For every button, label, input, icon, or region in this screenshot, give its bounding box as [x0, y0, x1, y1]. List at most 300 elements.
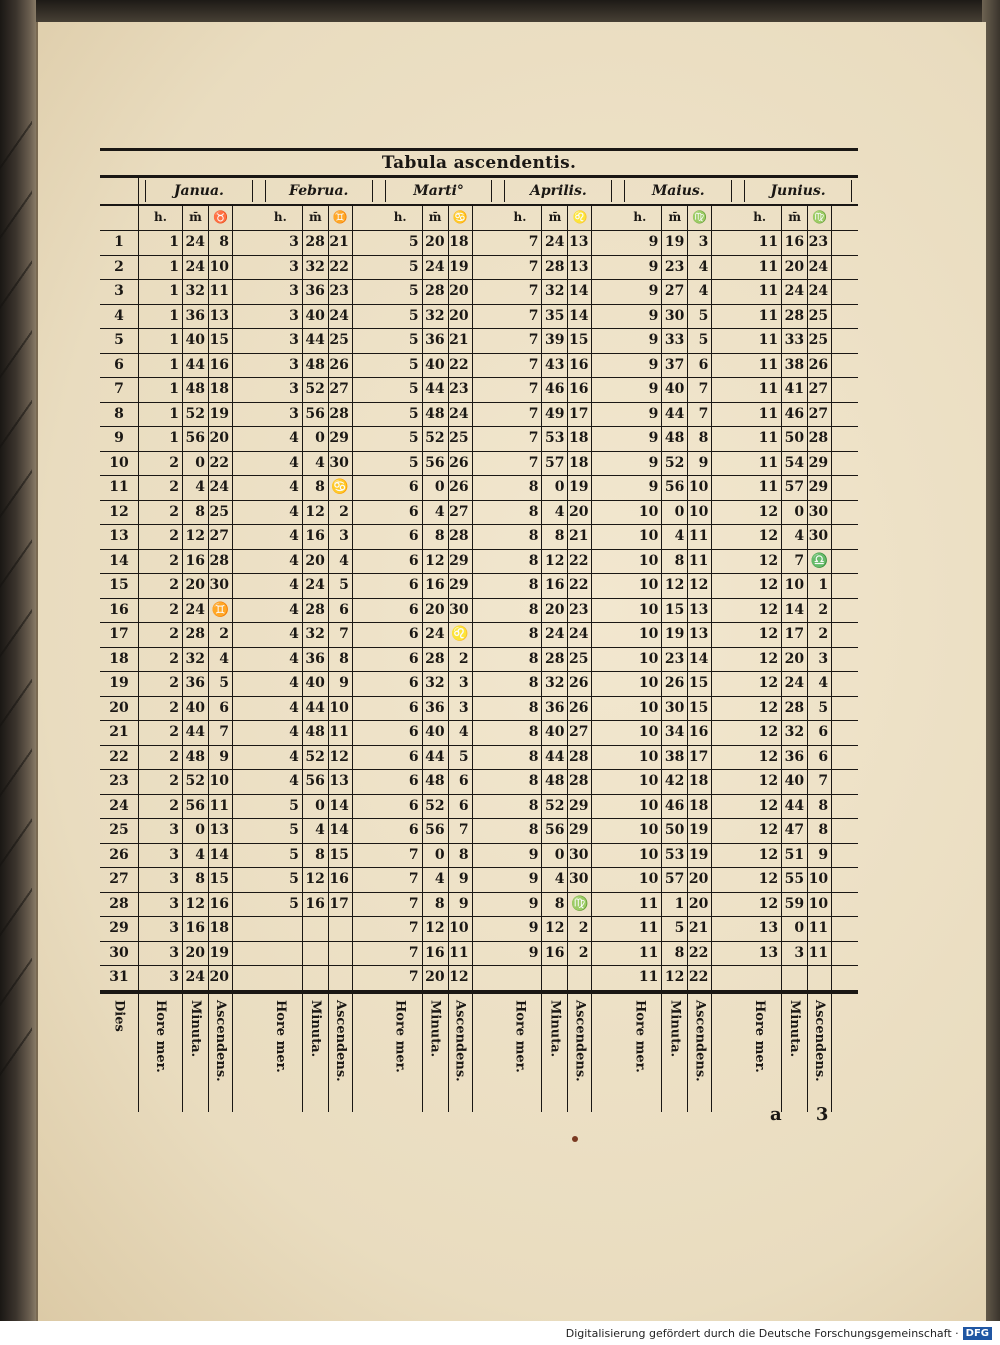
- hours-value: 3: [139, 844, 183, 868]
- minutes-value: 24: [183, 256, 209, 280]
- hours-value: 3: [139, 893, 183, 917]
- hours-value: 6: [379, 623, 423, 647]
- ascendant-value: ♊: [209, 599, 233, 623]
- hours-value: 3: [259, 256, 303, 280]
- minutes-value: 32: [303, 623, 329, 647]
- hours-value: 3: [139, 917, 183, 941]
- hours-value: 12: [738, 525, 782, 549]
- ascendant-value: 14: [688, 648, 712, 672]
- ascendant-value: 28: [808, 427, 832, 451]
- ascendant-value: 27: [808, 403, 832, 427]
- minutes-value: 16: [303, 525, 329, 549]
- ascendant-value: 12: [329, 746, 353, 770]
- hours-value: 12: [738, 868, 782, 892]
- ascendant-value: 8: [449, 844, 473, 868]
- minutes-value: 20: [183, 574, 209, 598]
- table-row: [100, 770, 858, 795]
- month-header-row: [100, 178, 858, 206]
- ascendant-value: 27: [568, 721, 592, 745]
- column-footer: [100, 991, 858, 1112]
- minutes-value: 50: [662, 819, 688, 843]
- minutes-value: 42: [662, 770, 688, 794]
- hours-value: 4: [259, 672, 303, 696]
- minutes-value: [782, 966, 808, 990]
- ascendant-value: 29: [808, 452, 832, 476]
- day-number: 5: [100, 329, 139, 353]
- minutes-header: m̄: [542, 206, 568, 230]
- hours-value: 2: [139, 501, 183, 525]
- hours-value: 2: [139, 599, 183, 623]
- table-row: [100, 648, 858, 673]
- minutes-value: 48: [183, 378, 209, 402]
- day-number: 8: [100, 403, 139, 427]
- ascendant-value: 26: [808, 354, 832, 378]
- dfg-logo: DFG: [963, 1327, 992, 1340]
- ascendant-value: 18: [568, 452, 592, 476]
- hours-value: 6: [379, 819, 423, 843]
- ascendant-value: 2: [568, 917, 592, 941]
- minutes-value: 40: [303, 305, 329, 329]
- minutes-value: 0: [782, 501, 808, 525]
- minutes-value: 52: [423, 427, 449, 451]
- day-number: 15: [100, 574, 139, 598]
- hours-value: 4: [259, 721, 303, 745]
- hours-value: 12: [738, 844, 782, 868]
- table-row: [100, 672, 858, 697]
- minutes-value: 47: [782, 819, 808, 843]
- hours-value: 5: [379, 452, 423, 476]
- hours-value: [259, 917, 303, 941]
- hours-value: 9: [618, 280, 662, 304]
- ascendant-value: 6: [329, 599, 353, 623]
- minutes-value: 0: [542, 476, 568, 500]
- hours-value: 4: [259, 770, 303, 794]
- ascendant-value: 6: [808, 746, 832, 770]
- hours-value: 10: [618, 672, 662, 696]
- minutes-value: 48: [303, 721, 329, 745]
- table-row: [100, 525, 858, 550]
- hours-value: 10: [618, 599, 662, 623]
- hours-value: 4: [259, 550, 303, 574]
- ascendant-value: 11: [808, 917, 832, 941]
- ascendant-value: 8: [808, 819, 832, 843]
- minutes-value: 27: [662, 280, 688, 304]
- ascendant-value: 9: [808, 844, 832, 868]
- ascendant-value: 16: [329, 868, 353, 892]
- minutes-value: 4: [423, 501, 449, 525]
- minutes-value: 33: [662, 329, 688, 353]
- hours-value: 5: [379, 427, 423, 451]
- minutes-value: 20: [542, 599, 568, 623]
- hours-header: h.: [618, 206, 662, 230]
- footer-minutes: Minuta.: [423, 994, 449, 1112]
- ascendant-value: 3: [449, 672, 473, 696]
- hours-value: 11: [618, 942, 662, 966]
- ascendant-value: 6: [209, 697, 233, 721]
- minutes-value: 4: [662, 525, 688, 549]
- hours-value: 3: [259, 354, 303, 378]
- table-row: [100, 574, 858, 599]
- hours-value: 6: [379, 599, 423, 623]
- ascendant-value: 13: [329, 770, 353, 794]
- hours-value: 11: [738, 403, 782, 427]
- minutes-value: 52: [662, 452, 688, 476]
- minutes-value: 0: [183, 819, 209, 843]
- ascendant-value: 27: [209, 525, 233, 549]
- minutes-value: 56: [303, 403, 329, 427]
- hours-value: 8: [498, 599, 542, 623]
- minutes-value: 36: [542, 697, 568, 721]
- ascendant-value: 26: [568, 697, 592, 721]
- hours-value: 8: [498, 819, 542, 843]
- hours-value: 8: [498, 672, 542, 696]
- month-april: Aprilis.: [504, 180, 612, 202]
- ascendant-value: ♎: [808, 550, 832, 574]
- hours-value: 1: [139, 427, 183, 451]
- ascendant-value: 20: [449, 305, 473, 329]
- hours-value: 2: [139, 574, 183, 598]
- hours-value: [738, 966, 782, 990]
- minutes-value: 37: [662, 354, 688, 378]
- minutes-value: 8: [303, 476, 329, 500]
- hours-value: 9: [618, 256, 662, 280]
- minutes-value: 30: [662, 697, 688, 721]
- hours-value: 13: [738, 942, 782, 966]
- minutes-value: 4: [303, 819, 329, 843]
- ascendant-value: 30: [568, 868, 592, 892]
- ascendant-value: 11: [449, 942, 473, 966]
- minutes-value: 28: [303, 231, 329, 255]
- day-number: 16: [100, 599, 139, 623]
- ascendant-value: 8: [688, 427, 712, 451]
- ascendant-value: 30: [209, 574, 233, 598]
- ascendant-value: 7: [808, 770, 832, 794]
- hours-value: 6: [379, 770, 423, 794]
- minutes-value: 59: [782, 893, 808, 917]
- hours-value: 11: [738, 329, 782, 353]
- minutes-value: 20: [782, 256, 808, 280]
- minutes-value: 16: [423, 942, 449, 966]
- day-number: 21: [100, 721, 139, 745]
- hours-value: 12: [738, 623, 782, 647]
- sign-header: ♍: [808, 206, 832, 230]
- sub-header-row: [100, 206, 858, 231]
- minutes-value: 16: [542, 942, 568, 966]
- table-row: [100, 305, 858, 330]
- ascendant-value: 24: [808, 280, 832, 304]
- hours-value: 1: [139, 256, 183, 280]
- ascendant-value: 24: [808, 256, 832, 280]
- minutes-value: 19: [662, 623, 688, 647]
- hours-value: 11: [618, 966, 662, 990]
- ascendant-value: 28: [568, 746, 592, 770]
- ascendant-value: 10: [449, 917, 473, 941]
- ascendant-value: 14: [329, 819, 353, 843]
- ascendant-value: 4: [209, 648, 233, 672]
- hours-value: 1: [139, 378, 183, 402]
- ascendant-value: 13: [688, 599, 712, 623]
- ascendant-value: 14: [568, 280, 592, 304]
- hours-value: 6: [379, 525, 423, 549]
- minutes-value: 36: [303, 648, 329, 672]
- hours-value: 6: [379, 672, 423, 696]
- ascendant-value: 3: [688, 231, 712, 255]
- hours-value: 3: [139, 819, 183, 843]
- minutes-value: 28: [303, 599, 329, 623]
- minutes-value: 52: [183, 770, 209, 794]
- minutes-value: 52: [183, 403, 209, 427]
- minutes-value: 8: [303, 844, 329, 868]
- ascendant-value: 18: [209, 917, 233, 941]
- hours-value: 5: [379, 231, 423, 255]
- footer-ascendant: Ascendens.: [449, 994, 473, 1112]
- hours-value: 7: [498, 354, 542, 378]
- minutes-value: 24: [183, 599, 209, 623]
- ascendant-value: 26: [568, 672, 592, 696]
- minutes-value: 12: [303, 868, 329, 892]
- day-number: 29: [100, 917, 139, 941]
- day-number: 14: [100, 550, 139, 574]
- day-number: 30: [100, 942, 139, 966]
- hours-value: 7: [379, 893, 423, 917]
- ascendant-value: 22: [568, 574, 592, 598]
- hours-value: 12: [738, 574, 782, 598]
- hours-value: 2: [139, 697, 183, 721]
- minutes-value: 20: [423, 966, 449, 990]
- ascendant-value: 24: [329, 305, 353, 329]
- minutes-value: 48: [542, 770, 568, 794]
- footer-hours: Hore mer.: [139, 994, 183, 1112]
- ascendant-value: 19: [568, 476, 592, 500]
- minutes-value: 8: [662, 942, 688, 966]
- hours-value: 13: [738, 917, 782, 941]
- ascendant-value: 25: [209, 501, 233, 525]
- ascendant-value: 26: [329, 354, 353, 378]
- ascendant-value: 11: [808, 942, 832, 966]
- ascendant-value: 11: [688, 550, 712, 574]
- ascendant-value: 24: [449, 403, 473, 427]
- day-number: 23: [100, 770, 139, 794]
- ascendant-value: 30: [808, 525, 832, 549]
- ascendant-value: 15: [209, 329, 233, 353]
- hours-value: 8: [498, 550, 542, 574]
- table-row: [100, 795, 858, 820]
- hours-header: h.: [139, 206, 183, 230]
- table-row: [100, 599, 858, 624]
- ascendant-value: 13: [209, 819, 233, 843]
- ascendant-value: 19: [688, 819, 712, 843]
- ascendant-value: 25: [329, 329, 353, 353]
- ascendant-value: 11: [688, 525, 712, 549]
- hours-value: 8: [498, 746, 542, 770]
- ascendant-value: 13: [568, 256, 592, 280]
- hours-value: 5: [379, 305, 423, 329]
- day-number: 31: [100, 966, 139, 990]
- minutes-value: 36: [183, 305, 209, 329]
- day-number: 10: [100, 452, 139, 476]
- ascendant-value: 18: [688, 770, 712, 794]
- day-number: 4: [100, 305, 139, 329]
- hours-value: 9: [618, 305, 662, 329]
- day-number: 28: [100, 893, 139, 917]
- hours-value: 12: [738, 672, 782, 696]
- ascendant-value: 11: [329, 721, 353, 745]
- minutes-value: 8: [662, 550, 688, 574]
- day-number: 19: [100, 672, 139, 696]
- month-march: Marti°: [385, 180, 493, 202]
- minutes-value: 56: [423, 452, 449, 476]
- footer-minutes: Minuta.: [542, 994, 568, 1112]
- ascendant-value: 5: [808, 697, 832, 721]
- hours-value: 4: [259, 697, 303, 721]
- minutes-value: 4: [542, 868, 568, 892]
- minutes-value: [303, 942, 329, 966]
- ascendant-value: 4: [329, 550, 353, 574]
- hours-value: 2: [139, 623, 183, 647]
- minutes-value: 28: [542, 256, 568, 280]
- ascendant-value: 11: [209, 280, 233, 304]
- hours-value: 3: [259, 329, 303, 353]
- ascendant-value: 29: [568, 819, 592, 843]
- minutes-value: 46: [662, 795, 688, 819]
- ascendant-value: 22: [688, 942, 712, 966]
- ascendant-value: 7: [329, 623, 353, 647]
- minutes-value: 48: [662, 427, 688, 451]
- hours-value: 8: [498, 501, 542, 525]
- hours-value: 5: [379, 378, 423, 402]
- hours-value: 8: [498, 697, 542, 721]
- ascendant-value: 27: [329, 378, 353, 402]
- minutes-value: 44: [782, 795, 808, 819]
- minutes-value: 20: [423, 231, 449, 255]
- hours-value: 6: [379, 697, 423, 721]
- sign-header: ♉: [209, 206, 233, 230]
- minutes-value: 12: [303, 501, 329, 525]
- hours-value: 3: [259, 231, 303, 255]
- hours-value: 2: [139, 452, 183, 476]
- hours-value: 10: [618, 770, 662, 794]
- hours-value: 11: [738, 476, 782, 500]
- hours-value: 4: [259, 427, 303, 451]
- ascendant-value: 10: [329, 697, 353, 721]
- ascendant-value: 4: [688, 256, 712, 280]
- ascendant-value: 22: [568, 550, 592, 574]
- ascendant-value: ♌: [449, 623, 473, 647]
- minutes-value: 36: [423, 697, 449, 721]
- minutes-value: 24: [782, 280, 808, 304]
- ascendant-value: 28: [568, 770, 592, 794]
- hours-value: 3: [139, 942, 183, 966]
- minutes-value: 32: [183, 280, 209, 304]
- minutes-value: 8: [423, 893, 449, 917]
- ascendant-value: 5: [209, 672, 233, 696]
- ascendant-value: 14: [329, 795, 353, 819]
- minutes-value: 32: [423, 672, 449, 696]
- table-row: [100, 476, 858, 501]
- ascendant-value: 10: [808, 893, 832, 917]
- hours-value: 7: [379, 868, 423, 892]
- ascendant-value: 7: [688, 378, 712, 402]
- ascendant-value: 25: [449, 427, 473, 451]
- hours-value: 6: [379, 476, 423, 500]
- ascendant-value: 30: [449, 599, 473, 623]
- footer-ascendant: Ascendens.: [329, 994, 353, 1112]
- hours-value: 4: [259, 599, 303, 623]
- hours-value: 11: [618, 893, 662, 917]
- ascendant-value: 6: [808, 721, 832, 745]
- ascendant-value: 6: [688, 354, 712, 378]
- hours-value: 8: [498, 770, 542, 794]
- hours-value: 6: [379, 795, 423, 819]
- table-row: [100, 280, 858, 305]
- sign-header: ♊: [329, 206, 353, 230]
- minutes-value: 19: [662, 231, 688, 255]
- minutes-value: 36: [423, 329, 449, 353]
- ink-stain: [572, 1136, 578, 1142]
- ascendant-value: 17: [568, 403, 592, 427]
- hours-value: 8: [498, 648, 542, 672]
- hours-value: 10: [618, 525, 662, 549]
- hours-value: 3: [259, 305, 303, 329]
- ascendant-value: 29: [329, 427, 353, 451]
- minutes-value: 44: [303, 329, 329, 353]
- ascendant-value: 21: [329, 231, 353, 255]
- hours-value: 10: [618, 574, 662, 598]
- minutes-value: 4: [303, 452, 329, 476]
- minutes-value: 57: [662, 868, 688, 892]
- minutes-value: 40: [303, 672, 329, 696]
- day-number: 17: [100, 623, 139, 647]
- table-row: [100, 329, 858, 354]
- minutes-value: 43: [542, 354, 568, 378]
- ascendant-value: 20: [688, 893, 712, 917]
- ascendant-value: 9: [688, 452, 712, 476]
- hours-value: 9: [618, 403, 662, 427]
- minutes-value: 48: [183, 746, 209, 770]
- ascendant-value: 13: [568, 231, 592, 255]
- hours-value: 11: [738, 305, 782, 329]
- minutes-value: 0: [423, 844, 449, 868]
- hours-value: 9: [618, 231, 662, 255]
- minutes-value: 20: [423, 599, 449, 623]
- ascendant-value: 15: [688, 672, 712, 696]
- ascendant-value: 8: [329, 648, 353, 672]
- ascendant-value: 15: [209, 868, 233, 892]
- ascendant-value: 14: [568, 305, 592, 329]
- minutes-value: 24: [423, 256, 449, 280]
- hours-value: 7: [498, 280, 542, 304]
- hours-value: 12: [738, 819, 782, 843]
- footer-minutes: Minuta.: [183, 994, 209, 1112]
- ascendant-value: [808, 966, 832, 990]
- minutes-value: 12: [423, 550, 449, 574]
- ascendant-value: 8: [808, 795, 832, 819]
- ascendant-value: 27: [449, 501, 473, 525]
- ascendant-value: 10: [688, 476, 712, 500]
- minutes-value: 57: [542, 452, 568, 476]
- hours-value: [259, 966, 303, 990]
- sign-header: ♋: [449, 206, 473, 230]
- hours-value: 9: [498, 844, 542, 868]
- minutes-value: 44: [542, 746, 568, 770]
- page-folio: a 3: [770, 1104, 843, 1125]
- day-number: 1: [100, 231, 139, 255]
- minutes-value: 0: [423, 476, 449, 500]
- ascendant-value: 10: [209, 770, 233, 794]
- table-row: [100, 354, 858, 379]
- minutes-value: 0: [303, 795, 329, 819]
- minutes-header: m̄: [303, 206, 329, 230]
